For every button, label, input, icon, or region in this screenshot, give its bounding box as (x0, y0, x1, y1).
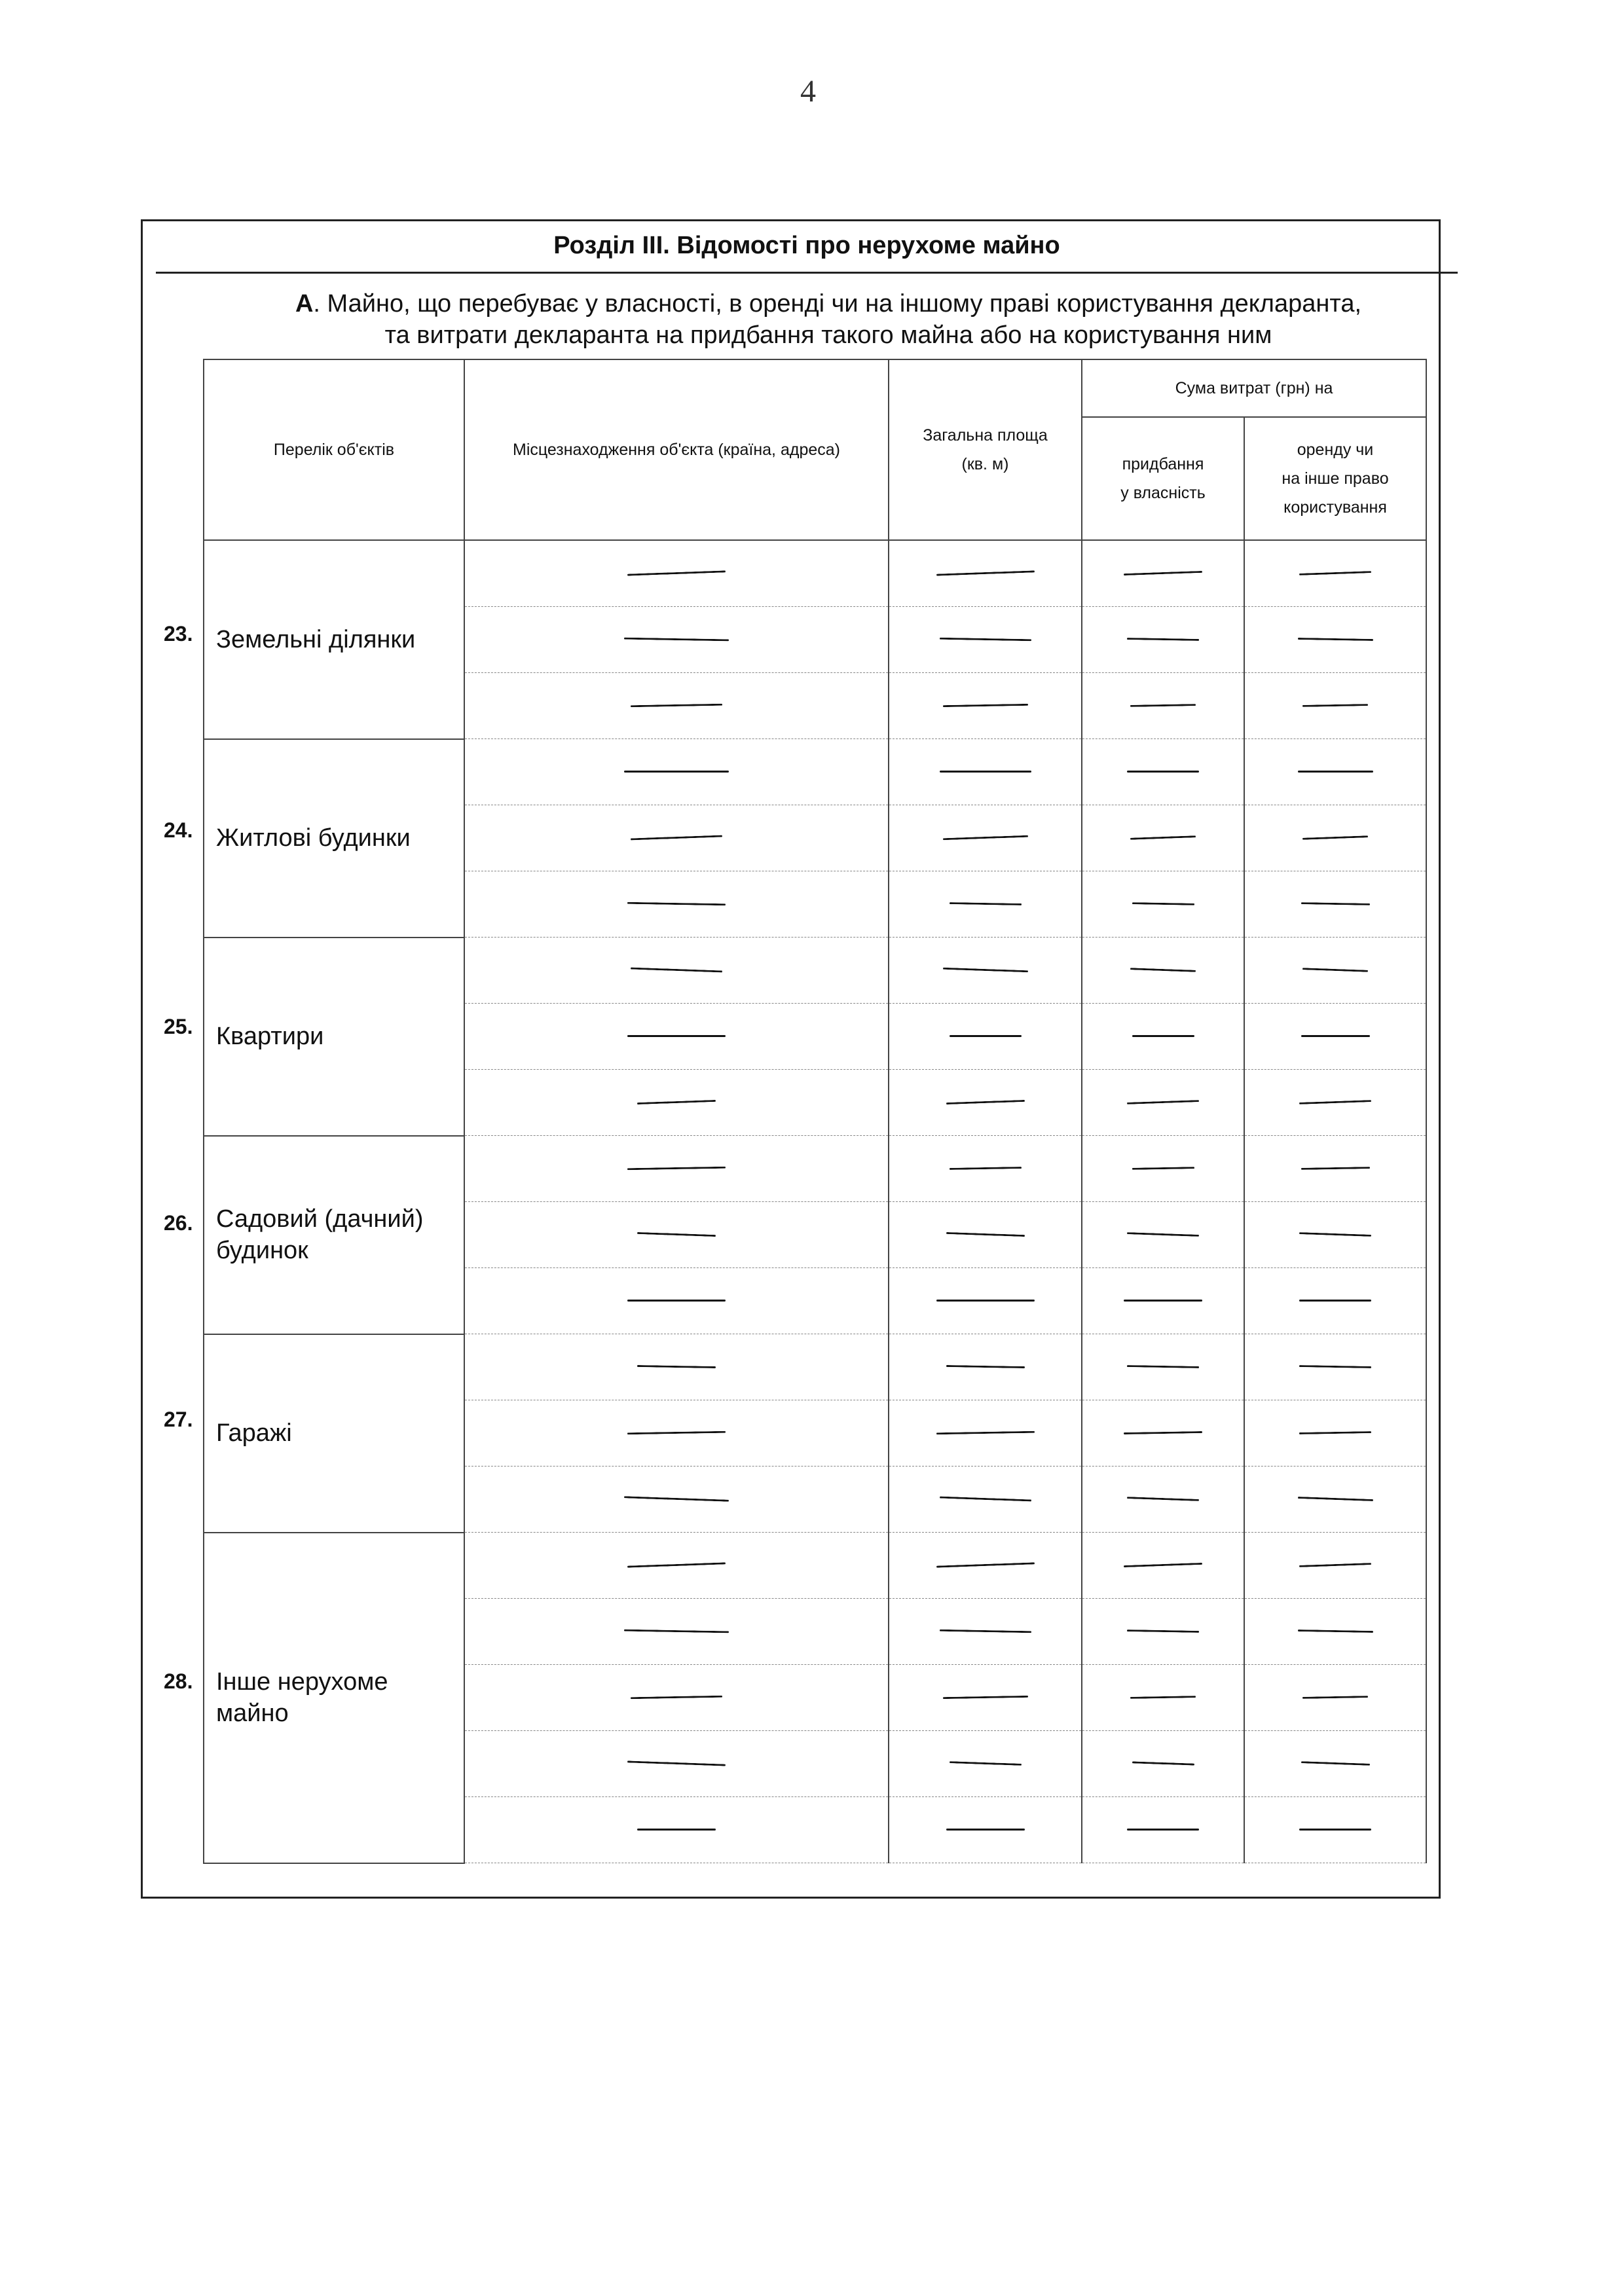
dash-mark (1301, 1167, 1369, 1170)
dash-mark (942, 1696, 1027, 1699)
empty-cell (1244, 1467, 1426, 1533)
empty-cell (889, 607, 1082, 673)
category-label: Інше нерухоме майно (204, 1533, 464, 1863)
dash-mark (1127, 1829, 1199, 1831)
empty-cell (1082, 1334, 1244, 1400)
row-number: 25. (164, 1015, 193, 1038)
dash-mark (936, 1300, 1035, 1302)
empty-cell (1244, 805, 1426, 871)
dash-mark (1127, 1497, 1199, 1501)
dash-mark (1299, 1829, 1371, 1831)
empty-cell (1082, 805, 1244, 871)
dash-mark (1301, 1035, 1370, 1037)
empty-cell (889, 540, 1082, 607)
empty-cell (464, 1731, 889, 1797)
dash-mark (1299, 1431, 1371, 1434)
empty-cell (1082, 1467, 1244, 1533)
header-purchase-line2: у власність (1120, 484, 1206, 502)
dash-mark (624, 771, 729, 773)
dash-mark (1132, 1762, 1194, 1766)
table-row (204, 540, 1426, 607)
category-label: Садовий (дачний) будинок (204, 1136, 464, 1334)
empty-cell (464, 1467, 889, 1533)
empty-cell (464, 739, 889, 805)
dash-mark (949, 1761, 1021, 1766)
dash-mark (1132, 1035, 1194, 1037)
dash-mark (1124, 1300, 1202, 1302)
header-area-line2: (кв. м) (961, 455, 1009, 473)
row-number: 26. (164, 1211, 193, 1235)
empty-cell (1082, 1268, 1244, 1334)
category-label: Житлові будинки (204, 739, 464, 938)
empty-cell (1082, 1533, 1244, 1599)
empty-cell (1244, 1268, 1426, 1334)
dash-mark (1302, 836, 1368, 840)
empty-cell (464, 1334, 889, 1400)
dash-mark (1299, 1232, 1371, 1237)
empty-cell (464, 1268, 889, 1334)
header-rent (1244, 417, 1426, 540)
empty-cell (1244, 1731, 1426, 1797)
subsection-letter: А (295, 290, 314, 318)
empty-cell (1244, 607, 1426, 673)
dash-mark (1124, 1563, 1202, 1567)
empty-cell (1244, 1004, 1426, 1070)
empty-cell (1082, 540, 1244, 607)
header-location: Місцезнаходження об'єкта (країна, адреса) (464, 359, 889, 540)
row-number: 23. (164, 622, 193, 646)
subsection-line2: та витрати декларанта на придбання такого майна або на користування ним (384, 321, 1272, 349)
dash-mark (946, 1100, 1024, 1104)
dash-mark (1132, 1167, 1194, 1170)
dash-mark (627, 571, 726, 576)
dash-mark (1302, 968, 1368, 972)
dash-mark (1130, 704, 1196, 707)
header-purchase (1082, 417, 1244, 540)
dash-mark (939, 1630, 1031, 1633)
empty-cell (464, 1797, 889, 1863)
empty-cell (1082, 1797, 1244, 1863)
empty-cell (889, 1533, 1082, 1599)
page-number: 4 (800, 74, 816, 109)
empty-cell (464, 1665, 889, 1731)
category-label: Земельні ділянки (204, 540, 464, 739)
header-list: Перелік об'єктів (204, 359, 464, 540)
dash-mark (624, 638, 729, 642)
empty-cell (1244, 1599, 1426, 1665)
section-title: Розділ ІІІ. Відомості про нерухоме майно (156, 219, 1458, 274)
dash-mark (1127, 1365, 1199, 1368)
table-row (204, 938, 1426, 1004)
empty-cell (464, 673, 889, 739)
dash-mark (939, 1497, 1031, 1502)
empty-cell (1244, 540, 1426, 607)
dash-mark (942, 704, 1027, 707)
dash-mark (627, 1035, 726, 1037)
dash-mark (1297, 1630, 1373, 1633)
dash-mark (1127, 1100, 1199, 1104)
empty-cell (1244, 1334, 1426, 1400)
dash-mark (1127, 771, 1199, 773)
dash-mark (946, 1365, 1024, 1368)
empty-cell (889, 1202, 1082, 1268)
dash-mark (631, 1696, 722, 1699)
empty-cell (889, 1731, 1082, 1797)
empty-cell (1082, 938, 1244, 1004)
header-rent-line1: оренду чи (1297, 441, 1374, 459)
empty-cell (889, 1268, 1082, 1334)
empty-cell (889, 1070, 1082, 1136)
dash-mark (949, 902, 1021, 905)
empty-cell (464, 607, 889, 673)
category-label: Гаражі (204, 1334, 464, 1533)
empty-cell (889, 1599, 1082, 1665)
dash-mark (936, 1563, 1034, 1568)
empty-cell (1082, 673, 1244, 739)
empty-cell (464, 1202, 889, 1268)
empty-cell (1082, 1136, 1244, 1202)
dash-mark (627, 902, 726, 906)
dash-mark (939, 638, 1031, 641)
row-number: 27. (164, 1408, 193, 1431)
empty-cell (889, 1400, 1082, 1467)
empty-cell (464, 938, 889, 1004)
dash-mark (627, 1761, 726, 1766)
dash-mark (1301, 902, 1369, 905)
empty-cell (889, 739, 1082, 805)
dash-mark (942, 835, 1027, 841)
empty-cell (1244, 1070, 1426, 1136)
empty-cell (464, 1533, 889, 1599)
empty-cell (889, 871, 1082, 938)
subsection-line1: . Майно, що перебуває у власності, в оренді чи на іншому праві користування декларанта, (313, 290, 1362, 318)
dash-mark (1297, 1497, 1373, 1501)
table-row (204, 739, 1426, 805)
dash-mark (627, 1431, 726, 1435)
dash-mark (1124, 1431, 1202, 1434)
dash-mark (942, 968, 1027, 973)
empty-cell (889, 938, 1082, 1004)
empty-cell (1244, 739, 1426, 805)
empty-cell (464, 871, 889, 938)
header-area (889, 359, 1082, 540)
header-expenses: Сума витрат (грн) на (1082, 359, 1426, 417)
dash-mark (631, 704, 722, 707)
empty-cell (464, 805, 889, 871)
dash-mark (1297, 638, 1373, 641)
dash-mark (631, 835, 722, 841)
empty-cell (464, 1400, 889, 1467)
empty-cell (464, 540, 889, 607)
dash-mark (627, 1167, 726, 1171)
dash-mark (936, 1431, 1034, 1435)
property-table (203, 359, 1427, 1864)
empty-cell (464, 1136, 889, 1202)
empty-cell (1082, 1665, 1244, 1731)
table-row (204, 1136, 1426, 1202)
dash-mark (1130, 836, 1196, 840)
table-row (204, 1334, 1426, 1400)
dash-mark (936, 571, 1034, 576)
empty-cell (1082, 1070, 1244, 1136)
empty-cell (889, 673, 1082, 739)
empty-cell (889, 1136, 1082, 1202)
dash-mark (940, 771, 1031, 773)
empty-cell (464, 1599, 889, 1665)
dash-mark (946, 1232, 1024, 1237)
dash-mark (1298, 771, 1373, 773)
dash-mark (637, 1365, 716, 1368)
empty-cell (1244, 1136, 1426, 1202)
row-number: 24. (164, 818, 193, 842)
dash-mark (946, 1829, 1025, 1831)
dash-mark (624, 1630, 729, 1633)
dash-mark (1127, 638, 1199, 641)
empty-cell (1244, 673, 1426, 739)
empty-cell (1082, 1599, 1244, 1665)
dash-mark (637, 1232, 716, 1237)
empty-cell (889, 1797, 1082, 1863)
header-rent-line3: користування (1283, 498, 1387, 517)
dash-mark (624, 1496, 729, 1502)
empty-cell (889, 1004, 1082, 1070)
subsection-heading (216, 288, 1441, 351)
empty-cell (889, 1467, 1082, 1533)
dash-mark (627, 1563, 726, 1568)
dash-mark (637, 1100, 716, 1104)
dash-mark (627, 1300, 726, 1302)
empty-cell (1082, 1004, 1244, 1070)
dash-mark (1299, 1563, 1371, 1567)
empty-cell (889, 805, 1082, 871)
empty-cell (1082, 739, 1244, 805)
empty-cell (1082, 871, 1244, 938)
table-body (204, 540, 1426, 1863)
dash-mark (1301, 1761, 1369, 1766)
header-area-line1: Загальна площа (923, 426, 1048, 445)
empty-cell (1082, 607, 1244, 673)
table-row (204, 1533, 1426, 1599)
empty-cell (464, 1004, 889, 1070)
dash-mark (1130, 968, 1196, 972)
dash-mark (1299, 1300, 1371, 1302)
dash-mark (1127, 1630, 1199, 1633)
dash-mark (950, 1035, 1022, 1037)
empty-cell (1244, 871, 1426, 938)
header-purchase-line1: придбання (1122, 455, 1204, 473)
empty-cell (1244, 938, 1426, 1004)
empty-cell (1082, 1400, 1244, 1467)
empty-cell (1244, 1202, 1426, 1268)
empty-cell (1244, 1533, 1426, 1599)
dash-mark (1132, 902, 1194, 905)
dash-mark (1124, 571, 1202, 575)
dash-mark (1299, 571, 1371, 575)
dash-mark (1299, 1100, 1371, 1104)
row-number: 28. (164, 1669, 193, 1693)
dash-mark (631, 968, 722, 973)
dash-mark (949, 1167, 1021, 1170)
empty-cell (1244, 1797, 1426, 1863)
dash-mark (1130, 1696, 1196, 1699)
empty-cell (1082, 1202, 1244, 1268)
empty-cell (1244, 1400, 1426, 1467)
empty-cell (889, 1665, 1082, 1731)
empty-cell (464, 1070, 889, 1136)
dash-mark (1299, 1365, 1371, 1368)
header-rent-line2: на інше право (1282, 469, 1389, 488)
dash-mark (1302, 1696, 1368, 1699)
dash-mark (1127, 1232, 1199, 1237)
empty-cell (889, 1334, 1082, 1400)
category-label: Квартири (204, 938, 464, 1136)
dash-mark (1302, 704, 1368, 707)
empty-cell (1244, 1665, 1426, 1731)
empty-cell (1082, 1731, 1244, 1797)
dash-mark (637, 1829, 716, 1831)
